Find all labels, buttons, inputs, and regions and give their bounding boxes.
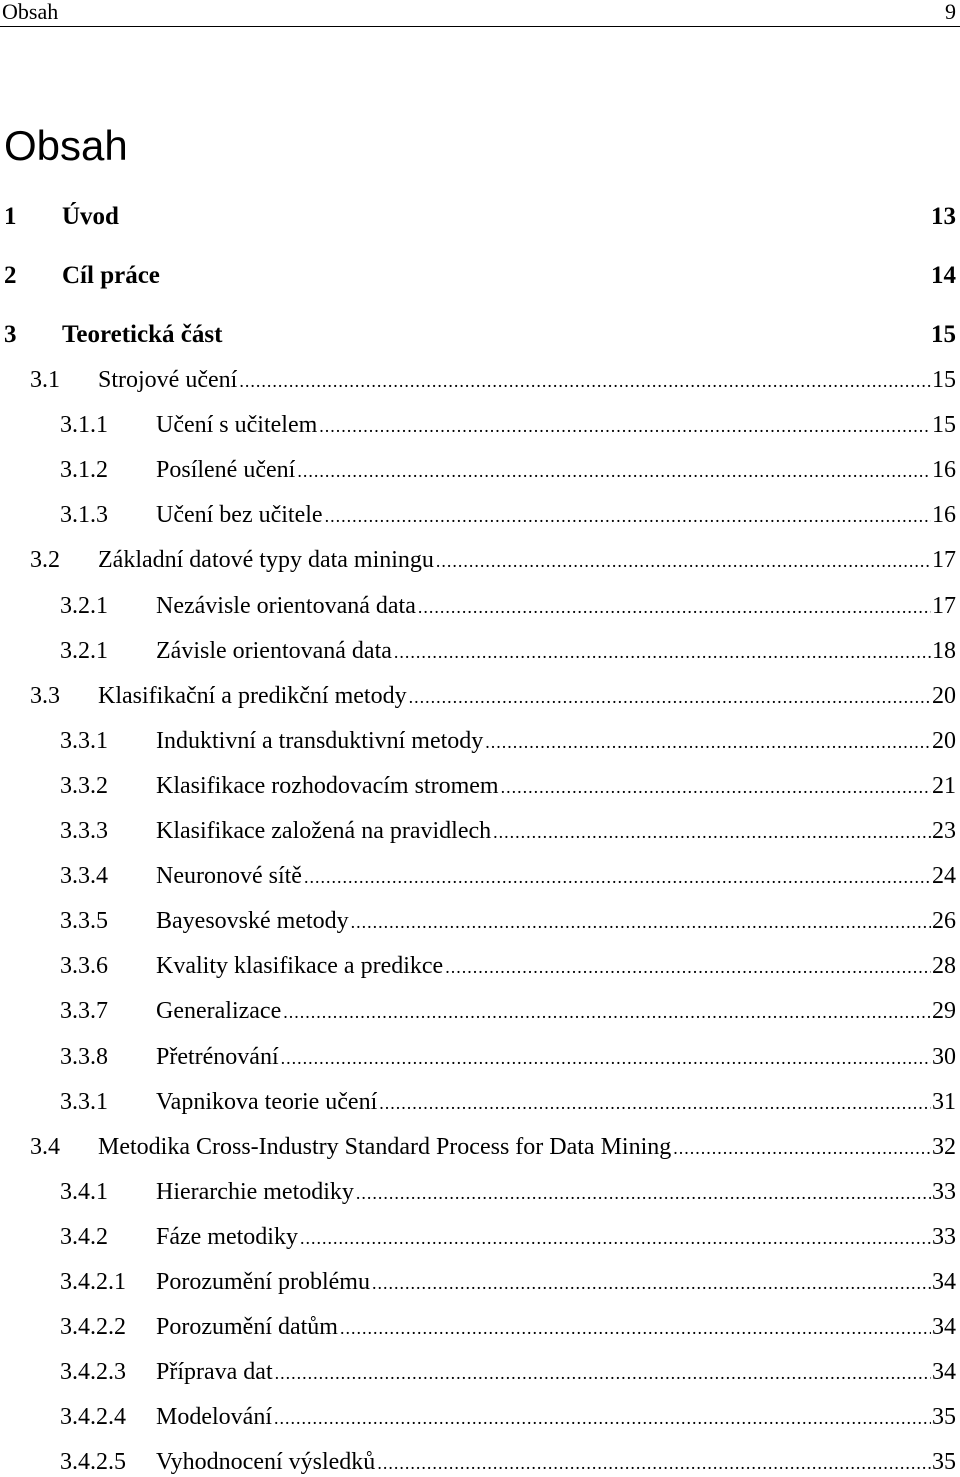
dot-leader [304, 868, 931, 890]
toc-chapter-row[interactable] [0, 261, 960, 291]
toc-entry-title: Posílené učení [156, 457, 296, 484]
toc-entry-title: Učení bez učitele [156, 502, 323, 529]
toc-entry-row[interactable] [0, 591, 960, 621]
toc-entry-page: 31 [932, 1088, 956, 1115]
toc-entry-number: 3.4.2.2 [60, 1314, 126, 1341]
toc-entry-page: 34 [932, 1269, 956, 1295]
dot-leader [283, 1003, 931, 1025]
toc-entry-number: 3.3 [30, 682, 60, 709]
toc-entry-row[interactable] [0, 681, 960, 711]
dot-leader [379, 1094, 931, 1116]
dot-leader [325, 507, 931, 529]
toc-entry-page: 16 [932, 502, 956, 529]
toc-entry-number: 3.4.2 [60, 1223, 108, 1250]
toc-entry-page: 16 [932, 457, 956, 484]
dot-leader [409, 688, 931, 710]
dot-leader [501, 778, 931, 800]
toc-entry-page: 29 [932, 998, 956, 1025]
dot-leader [340, 1319, 931, 1341]
dot-leader [319, 417, 931, 439]
toc-entry-number: 3.4.2.4 [60, 1404, 126, 1431]
toc-chapter-title: Teoretická část [62, 321, 223, 348]
toc-entry-title: Fáze metodiky [156, 1223, 298, 1250]
toc-entry-title: Metodika Cross-Industry Standard Process for Data Mining [98, 1133, 672, 1160]
toc-entry-row[interactable] [0, 726, 960, 756]
toc-entry-row[interactable] [0, 500, 960, 530]
toc-entry-row[interactable] [0, 1177, 960, 1207]
toc-entry-page: 23 [932, 818, 956, 844]
toc-entry-title: Porozumění problému [156, 1269, 370, 1295]
toc-entry-title: Bayesovské metody [156, 908, 349, 935]
toc-entry-page: 15 [932, 367, 956, 393]
toc-entry-number: 3.3.4 [60, 863, 108, 890]
toc-entry-number: 3.4.2.5 [60, 1449, 126, 1476]
dot-leader [239, 372, 931, 394]
toc-entry-row[interactable] [0, 545, 960, 575]
toc-entry-row[interactable] [0, 996, 960, 1026]
dot-leader [445, 958, 931, 980]
toc-entry-page: 24 [932, 863, 956, 890]
toc-entry-page: 32 [932, 1133, 956, 1160]
toc-entry-page: 18 [932, 637, 956, 664]
dot-leader [394, 643, 931, 665]
toc-entry-page: 21 [932, 772, 956, 799]
toc-entry-title: Přetrénování [156, 1043, 279, 1070]
dot-leader [351, 913, 931, 935]
dot-leader [493, 823, 931, 845]
toc-chapter-number: 3 [4, 321, 17, 348]
toc-chapter-row[interactable] [0, 202, 960, 232]
toc-entry-number: 3.1.1 [60, 412, 108, 439]
toc-entry-title: Příprava dat [156, 1359, 273, 1386]
page-title: Obsah [4, 122, 128, 169]
toc-entry-number: 3.2.1 [60, 637, 108, 664]
toc-chapter-number: 2 [4, 262, 17, 289]
toc-entry-number: 3.1.3 [60, 502, 108, 529]
toc-entry-title: Vapnikova teorie učení [156, 1088, 378, 1115]
toc-entry-title: Klasifikace rozhodovacím stromem [156, 772, 499, 799]
dot-leader [673, 1139, 931, 1161]
toc-entry-number: 3.3.1 [60, 727, 108, 754]
toc-entry-page: 33 [932, 1178, 956, 1205]
toc-entry-row[interactable] [0, 1402, 960, 1432]
toc-entry-number: 3.4 [30, 1133, 60, 1160]
toc-entry-row[interactable] [0, 816, 960, 846]
toc-entry-page: 34 [932, 1359, 956, 1386]
toc-entry-row[interactable] [0, 1132, 960, 1162]
running-header [0, 0, 960, 27]
toc-chapter-title: Úvod [62, 203, 119, 230]
toc-entry-number: 3.3.1 [60, 1088, 108, 1115]
toc-entry-row[interactable] [0, 1042, 960, 1072]
toc-entry-page: 35 [932, 1404, 956, 1431]
dot-leader [436, 552, 931, 574]
toc-entry-page: 34 [932, 1314, 956, 1341]
toc-entry-number: 3.1 [30, 367, 60, 393]
toc-entry-title: Kvality klasifikace a predikce [156, 953, 444, 980]
toc-entry-title: Vyhodnocení výsledků [156, 1449, 376, 1476]
toc-entry-title: Klasifikace založená na pravidlech [156, 818, 492, 844]
toc-entry-page: 20 [932, 682, 956, 709]
toc-entry-title: Základní datové typy data miningu [98, 547, 434, 574]
toc-entry-number: 3.4.2.1 [60, 1269, 126, 1295]
toc-entry-number: 3.2 [30, 547, 60, 574]
toc-entry-row[interactable] [0, 410, 960, 440]
toc-entry-title: Závisle orientovaná data [156, 637, 392, 664]
toc-chapter-page: 15 [931, 321, 956, 348]
toc-entry-row[interactable] [0, 636, 960, 666]
toc-entry-title: Klasifikační a predikční metody [98, 682, 407, 709]
toc-entry-row[interactable] [0, 861, 960, 891]
toc-entry-number: 3.3.6 [60, 953, 108, 980]
toc-entry-number: 3.1.2 [60, 457, 108, 484]
toc-entry-page: 17 [932, 592, 956, 619]
toc-entry-title: Neuronové sítě [156, 863, 302, 890]
toc-entry-number: 3.3.3 [60, 818, 108, 844]
toc-entry-title: Generalizace [156, 998, 282, 1025]
toc-entry-number: 3.4.1 [60, 1178, 108, 1205]
toc-entry-title: Strojové učení [98, 367, 238, 393]
toc-entry-title: Modelování [156, 1404, 272, 1431]
toc-entry-title: Induktivní a transduktivní metody [156, 727, 484, 754]
toc-chapter-number: 1 [4, 203, 17, 230]
dot-leader [274, 1409, 931, 1431]
toc-entry-row[interactable] [0, 365, 960, 395]
toc-chapter-title: Cíl práce [62, 262, 160, 289]
running-header-title: Obsah [2, 0, 59, 24]
toc-chapter-page: 13 [931, 203, 956, 230]
toc-entry-page: 17 [932, 547, 956, 574]
dot-leader [485, 733, 931, 755]
toc-entry-row[interactable] [0, 1357, 960, 1387]
toc-entry-number: 3.3.8 [60, 1043, 108, 1070]
toc-entry-page: 30 [932, 1043, 956, 1070]
dot-leader [418, 598, 931, 620]
toc-entry-row[interactable] [0, 771, 960, 801]
toc-entry-page: 33 [932, 1223, 956, 1250]
dot-leader [300, 1229, 931, 1251]
toc-entry-row[interactable] [0, 951, 960, 981]
running-header-page-number: 9 [945, 0, 956, 24]
toc-chapter-page: 14 [931, 262, 956, 289]
toc-entry-page: 26 [932, 908, 956, 935]
toc-entry-number: 3.2.1 [60, 592, 108, 619]
toc-entry-row[interactable] [0, 455, 960, 485]
toc-entry-page: 35 [932, 1449, 956, 1476]
toc-entry-title: Nezávisle orientovaná data [156, 592, 416, 619]
dot-leader [281, 1049, 931, 1071]
dot-leader [377, 1454, 931, 1476]
toc-entry-number: 3.4.2.3 [60, 1359, 126, 1386]
toc-entry-number: 3.3.2 [60, 772, 108, 799]
toc-entry-row[interactable] [0, 1267, 960, 1297]
toc-entry-row[interactable] [0, 906, 960, 936]
toc-entry-page: 28 [932, 953, 956, 980]
toc-entry-title: Porozumění datům [156, 1314, 338, 1341]
dot-leader [356, 1184, 931, 1206]
dot-leader [297, 462, 931, 484]
toc-entry-row[interactable] [0, 1312, 960, 1342]
dot-leader [372, 1274, 931, 1296]
toc-chapter-row[interactable] [0, 320, 960, 350]
dot-leader [275, 1364, 931, 1386]
toc-entry-number: 3.3.5 [60, 908, 108, 935]
toc-entry-row[interactable] [0, 1087, 960, 1117]
toc-entry-number: 3.3.7 [60, 998, 108, 1025]
toc-entry-row[interactable] [0, 1222, 960, 1252]
toc-entry-row[interactable] [0, 1447, 960, 1477]
toc-entry-page: 15 [932, 412, 956, 439]
toc-entry-title: Hierarchie metodiky [156, 1178, 354, 1205]
toc-entry-page: 20 [932, 727, 956, 754]
toc-entry-title: Učení s učitelem [156, 412, 318, 439]
